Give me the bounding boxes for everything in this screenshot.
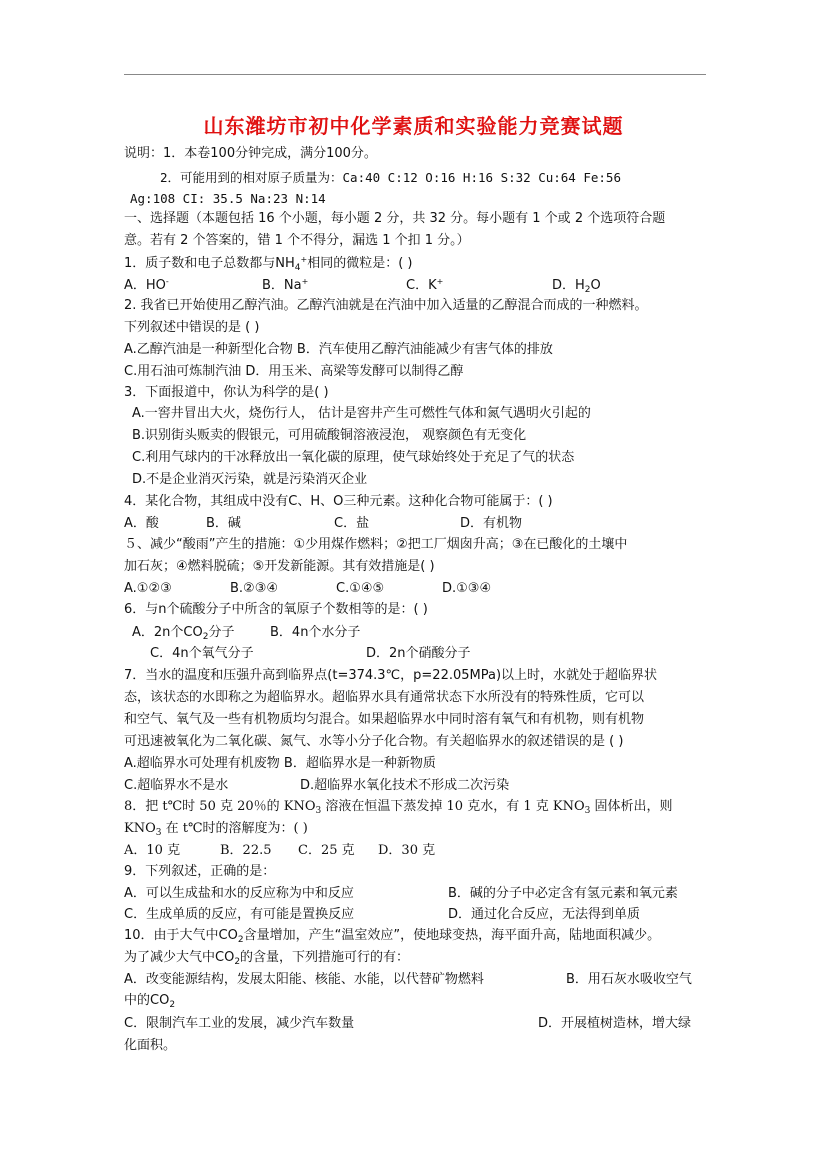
q9-stem: 9．下列叙述，正确的是： — [124, 864, 276, 879]
section-instructions-2: 意。若有 2 个答案的，错 1 个不得分，漏选 1 个扣 1 分。） — [124, 233, 470, 248]
q1-option-b: B．Na+ — [262, 277, 309, 293]
q2-stem-2: 下列叙述中错误的是 ( ) — [124, 320, 260, 335]
q5-stem-2: 加石灰；④燃料脱硫；⑤开发新能源。其有效措施是( ) — [124, 559, 435, 574]
header-rule — [124, 74, 706, 75]
q10-option-a: A．改变能源结构，发展太阳能、核能、水能，以代替矿物燃料 — [124, 972, 484, 987]
q7-stem-2: 态，该状态的水即称之为超临界水。超临界水具有通常状态下水所没有的特殊性质，它可以 — [124, 690, 645, 705]
q5-option-b: B.②③④ — [230, 581, 279, 596]
q6-option-d: D．2n个硝酸分子 — [366, 646, 471, 661]
intro-line-3: Ag:108 CI: 35.5 Na:23 N:14 — [130, 191, 326, 206]
q2-options-ab: A.乙醇汽油是一种新型化合物 B．汽车使用乙醇汽油能减少有害气体的排放 — [124, 342, 553, 357]
q1-option-c: C．K+ — [406, 277, 444, 293]
q3-option-b: B.识别街头贩卖的假银元，可用硫酸铜溶液浸泡， 观察颜色有无变化 — [132, 428, 527, 443]
q5-option-d: D.①③④ — [442, 581, 492, 596]
q8-stem-2: $KNO_3$ 在 t℃时的溶解度为：( ) — [124, 821, 308, 838]
q4-option-a: A．酸 — [124, 516, 159, 531]
q3-stem: 3．下面报道中，你认为科学的是( ) — [124, 385, 329, 400]
q10-option-b: B．用石灰水吸收空气 — [566, 972, 692, 987]
q3-option-d: D.不是企业消灭污染，就是污染消灭企业 — [132, 472, 368, 487]
q4-option-d: D．有机物 — [460, 516, 523, 531]
q8-stem-1: 8．把 t℃时 50 克 20％的 $KNO_3$ 溶液在恒温下蒸发掉 10 克水，有 1 克 $KNO_3$ 固体析出，则 — [124, 799, 673, 816]
q7-stem-4: 可迅速被氧化为二氧化碳、氮气、水等小分子化合物。有关超临界水的叙述错误的是 ( ) — [124, 734, 624, 749]
q10-option-b-cont: 中的$CO_2$ — [124, 993, 176, 1010]
q1-option-d: D．$H_2O$ — [552, 278, 601, 295]
q7-option-c: C.超临界水不是水 — [124, 778, 229, 793]
q10-option-d-cont: 化面积。 — [124, 1038, 177, 1053]
q3-option-c: C.利用气球内的干冰释放出一氧化碳的原理，使气球始终处于充足了气的状态 — [132, 450, 575, 465]
q10-option-d: D．开展植树造林，增大绿 — [538, 1016, 692, 1031]
q6-option-c: C．4n个氧气分子 — [150, 646, 254, 661]
q6-stem: 6．与n个硫酸分子中所含的氧原子个数相等的是：( ) — [124, 602, 428, 617]
q5-option-c: C.①④⑤ — [336, 581, 385, 596]
q8-option-d: D．30 克 — [378, 843, 436, 858]
q9-option-a: A．可以生成盐和水的反应称为中和反应 — [124, 886, 354, 901]
q10-stem-2: 为了减少大气中$CO_2$的含量，下列措施可行的有： — [124, 950, 410, 967]
q5-option-a: A.①②③ — [124, 581, 172, 596]
q6-option-a: A．2n个$CO_2$分子 — [132, 625, 235, 642]
q6-option-b: B．4n个水分子 — [270, 625, 361, 640]
q9-option-d: D．通过化合反应，无法得到单质 — [448, 907, 641, 922]
q9-option-c: C．生成单质的反应，有可能是置换反应 — [124, 907, 355, 922]
intro-line-1: 说明：1．本卷100分钟完成，满分100分。 — [124, 146, 377, 161]
q7-stem-3: 和空气、氧气及一些有机物质均匀混合。如果超临界水中同时溶有氧气和有机物，则有机物 — [124, 712, 645, 727]
section-instructions-1: 一、选择题（本题包括 16 个小题，每小题 2 分，共 32 分。每小题有 1 个或 2 个选项符合题 — [124, 211, 666, 226]
q4-stem: 4．某化合物，其组成中没有C、H、O三种元素。这种化合物可能属于：( ) — [124, 494, 553, 509]
q7-option-d: D.超临界水氧化技术不形成二次污染 — [300, 778, 510, 793]
q2-stem-1: 2. 我省已开始使用乙醇汽油。乙醇汽油就是在汽油中加入适量的乙醇混合而成的一种燃料。 — [124, 298, 648, 313]
q8-option-c: C．25 克 — [298, 843, 355, 858]
q2-options-cd: C.用石油可炼制汽油 D．用玉米、高梁等发酵可以制得乙醇 — [124, 364, 464, 379]
q1-option-a: A．HO- — [124, 277, 169, 293]
q7-options-ab: A.超临界水可处理有机废物 B．超临界水是一种新物质 — [124, 756, 436, 771]
q4-option-b: B．碱 — [206, 516, 241, 531]
q9-option-b: B．碱的分子中必定含有氢元素和氧元素 — [448, 886, 678, 901]
q3-option-a: A.一窖井冒出大火，烧伤行人， 估计是窖井产生可燃性气体和氮气遇明火引起的 — [132, 406, 591, 421]
q1-stem: 1．质子数和电子总数都与$NH_4^+$相同的微粒是：( ) — [124, 255, 413, 273]
intro-line-2: 2．可能用到的相对原子质量为：Ca:40 C:12 O:16 H:16 S:32 Cu:64 Fe:56 — [160, 170, 621, 185]
page-title: 山东潍坊市初中化学素质和实验能力竞赛试题 — [203, 114, 624, 138]
q4-option-c: C．盐 — [334, 516, 370, 531]
q8-option-a: A．10 克 — [124, 843, 181, 858]
q10-stem-1: 10．由于大气中$CO_2$含量增加，产生“温室效应”，使地球变热，海平面升高，陆地面积减少。 — [124, 928, 661, 945]
q7-stem-1: 7．当水的温度和压强升高到临界点(t=374.3℃，p=22.05MPa)以上时，水就处于超临界状 — [124, 668, 658, 683]
q5-stem-1: ５、减少“酸雨”产生的措施：①少用煤作燃料；②把工厂烟囱升高；③在已酸化的土壤中 — [124, 537, 628, 552]
q10-option-c: C．限制汽车工业的发展，减少汽车数量 — [124, 1016, 355, 1031]
q8-option-b: B．22.5 — [220, 843, 272, 858]
